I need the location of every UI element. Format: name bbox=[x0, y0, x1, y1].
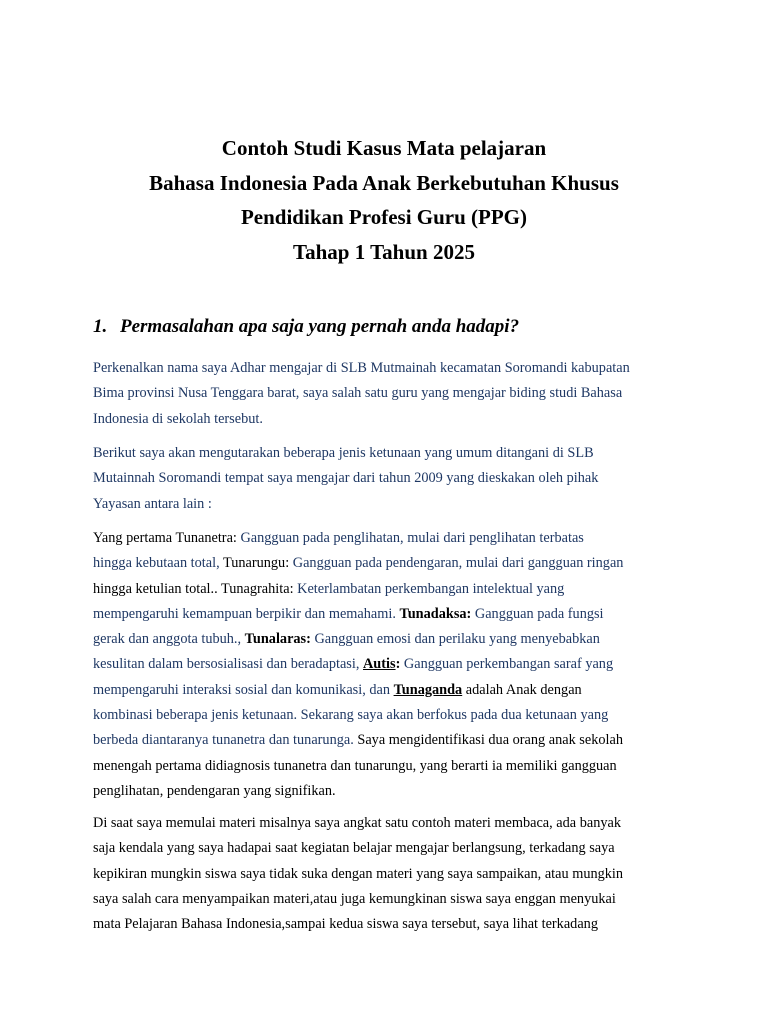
text-line bbox=[93, 526, 683, 551]
definition-text: adalah Anak dengan bbox=[462, 681, 582, 698]
definition-text: berbeda diantaranya tunanetra dan tunarunga. bbox=[93, 732, 354, 749]
text-line: menengah pertama didiagnosis tunanetra dan tunarungu, yang berarti ia memiliki gangguan bbox=[93, 757, 617, 774]
body-text: Saya mengidentifikasi dua orang anak sekolah bbox=[353, 732, 623, 749]
definition-text: hingga ketulian total.. bbox=[93, 580, 218, 597]
text-line: Yayasan antara lain : bbox=[93, 495, 212, 512]
text-line: saja kendala yang saya hadapai saat kegiatan belajar mengajar berlangsung, terkadang saya bbox=[93, 840, 615, 857]
text-line: Bima provinsi Nusa Tenggara barat, saya salah satu guru yang mengajar biding studi Bahasa bbox=[93, 385, 623, 402]
paragraph-disability-types bbox=[93, 526, 683, 804]
section-heading bbox=[93, 316, 693, 338]
text-line: Di saat saya memulai materi misalnya saya angkat satu contoh materi membaca, ada banyak bbox=[93, 815, 621, 831]
term-colon: : bbox=[395, 656, 401, 673]
title-line: Contoh Studi Kasus Mata pelajaran bbox=[221, 136, 547, 160]
document-title bbox=[0, 131, 768, 269]
term-tunadaksa: Tunadaksa: bbox=[399, 605, 472, 622]
text-line bbox=[93, 602, 683, 627]
text-line: saya salah cara menyampaikan materi,atau juga kemungkinan siswa saya enggan menyukai bbox=[93, 890, 616, 907]
text-line: Indonesia di sekolah tersebut. bbox=[93, 410, 263, 427]
text-line bbox=[93, 577, 683, 602]
paragraph-introduction bbox=[93, 356, 683, 432]
definition-text: mempengaruhi interaksi sosial dan komunikasi, dan bbox=[93, 681, 390, 698]
term-tunaganda: Tunaganda bbox=[393, 681, 463, 698]
text-line: Perkenalkan nama saya Adhar mengajar di SLB Mutmainah kecamatan Soromandi kabupatan bbox=[93, 360, 630, 376]
definition-text: kesulitan dalam bersosialisasi dan beradaptasi, bbox=[93, 656, 360, 673]
definition-text: Gangguan pada fungsi bbox=[471, 605, 604, 622]
title-line: Bahasa Indonesia Pada Anak Berkebutuhan Khusus bbox=[149, 170, 619, 195]
text-line bbox=[93, 627, 683, 652]
term-tunagrahita: Tunagrahita: bbox=[217, 580, 294, 597]
term-tunalaras: Tunalaras: bbox=[244, 631, 311, 648]
text-line: Berikut saya akan mengutarakan beberapa jenis ketunaan yang umum ditangani di SLB bbox=[93, 445, 594, 461]
definition-text: Gangguan pada pendengaran, mulai dari gangguan ringan bbox=[289, 555, 624, 572]
term-tunarungu: Tunarungu: bbox=[219, 555, 290, 572]
section-number: 1. bbox=[93, 316, 108, 337]
definition-text: gerak dan anggota tubuh., bbox=[93, 631, 242, 648]
paragraph-disability-types-intro bbox=[93, 441, 683, 517]
term-tunanetra: Yang pertama Tunanetra: bbox=[93, 530, 237, 546]
term-autis: Autis bbox=[362, 656, 396, 673]
text-line: kombinasi beberapa jenis ketunaan. Sekarang saya akan berfokus pada dua ketunaan yang bbox=[93, 707, 609, 724]
text-line bbox=[93, 551, 683, 576]
definition-text: mempengaruhi kemampuan berpikir dan memahami. bbox=[93, 605, 396, 622]
text-line: kepikiran mungkin siswa saya tidak suka dengan materi yang saya sampaikan, atau mungkin bbox=[93, 865, 624, 882]
text-line bbox=[93, 728, 683, 753]
text-line: penglihatan, pendengaran yang signifikan. bbox=[93, 782, 336, 799]
paragraph-teaching-challenges bbox=[93, 811, 683, 937]
definition-text: Gangguan emosi dan perilaku yang menyebabkan bbox=[310, 631, 600, 648]
definition-text: Gangguan pada penglihatan, mulai dari penglihatan terbatas bbox=[236, 530, 584, 546]
definition-text: Keterlambatan perkembangan intelektual yang bbox=[293, 580, 565, 597]
text-line bbox=[93, 678, 683, 703]
title-line: Pendidikan Profesi Guru (PPG) bbox=[240, 205, 528, 229]
text-line: Mutainnah Soromandi tempat saya mengajar dari tahun 2009 yang dieskakan oleh pihak bbox=[93, 470, 599, 487]
section-heading-text: Permasalahan apa saja yang pernah anda hadapi? bbox=[120, 316, 520, 337]
text-line bbox=[93, 652, 683, 677]
text-line: mata Pelajaran Bahasa Indonesia,sampai kedua siswa saya tersebut, saya lihat terkadang bbox=[93, 916, 598, 933]
title-line: Tahap 1 Tahun 2025 bbox=[293, 239, 475, 264]
definition-text: hingga kebutaan total, bbox=[93, 555, 220, 572]
definition-text: Gangguan perkembangan saraf yang bbox=[400, 656, 614, 673]
